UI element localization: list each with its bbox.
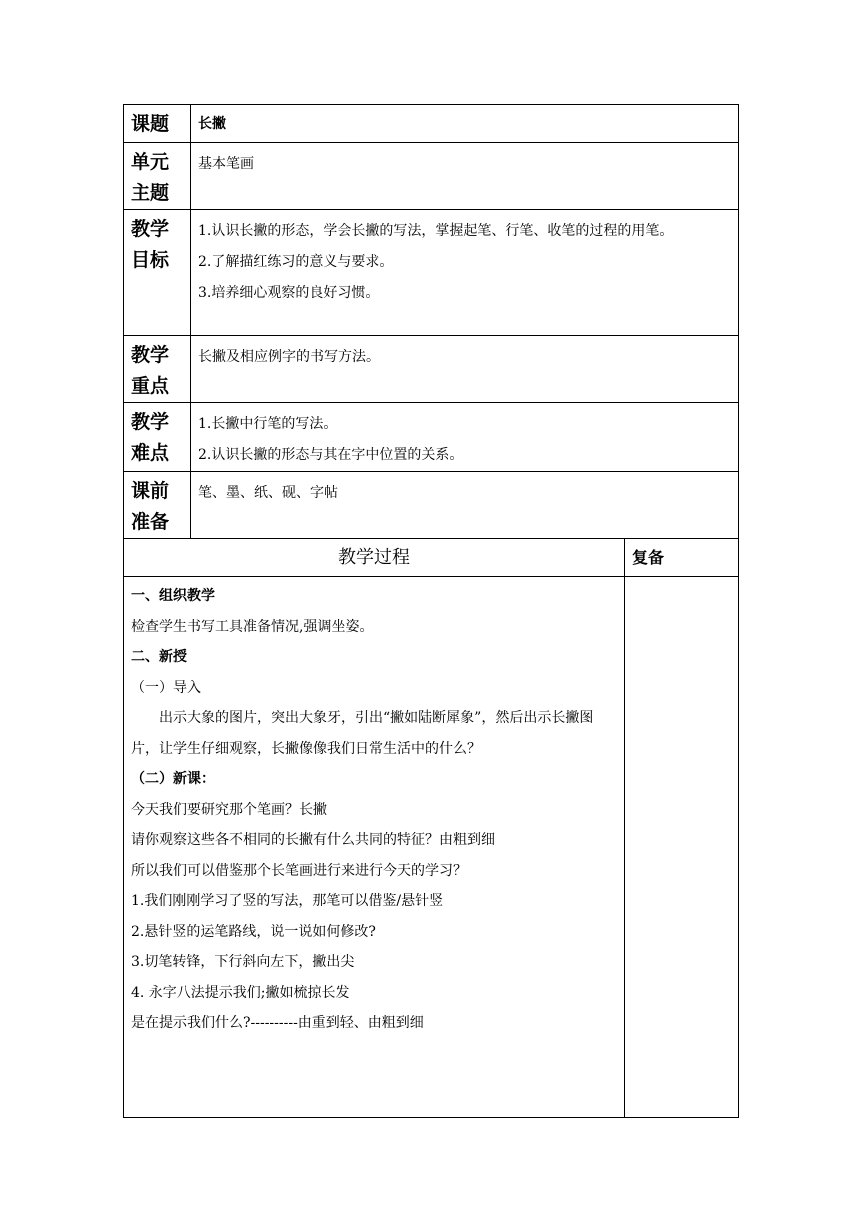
process-line: 检查学生书写工具准备情况,强调坐姿。	[131, 618, 374, 635]
process-line: 2.悬针竖的运笔路线，说一说如何修改?	[131, 923, 376, 940]
row-topic	[124, 105, 739, 143]
topic-label: 课题	[124, 105, 191, 143]
process-line: 3.切笔转锋，下行斜向左下，撇出尖	[131, 954, 355, 970]
process-paragraph: 出示大象的图片，突出大象牙，引出“撇如陆断犀象”，然后出示长撇图片，让学生仔细观察，长撇像像我们日常生活中的什么？	[131, 710, 594, 757]
difficulties-label: 教学 难点	[124, 403, 191, 472]
unit-value: 基本笔画	[191, 143, 739, 210]
section-heading: 一、组织教学	[131, 588, 215, 604]
lesson-plan-table	[123, 104, 739, 1118]
process-header: 教学过程	[124, 539, 625, 577]
process-content	[124, 577, 625, 1118]
topic-value: 长撇	[191, 105, 739, 143]
key-points-value: 长撇及相应例字的书写方法。	[191, 336, 739, 403]
row-process-header	[124, 539, 739, 577]
objective-item: 1.认识长撇的形态，学会长撇的写法，掌握起笔、行笔、收笔的过程的用笔。	[198, 223, 674, 239]
revision-header: 复备	[625, 539, 739, 577]
preparation-label: 课前 准备	[124, 472, 191, 539]
preparation-value: 笔、墨、纸、砚、字帖	[191, 472, 739, 539]
difficulties-list	[191, 403, 739, 472]
process-line: 是在提示我们什么?----------由重到轻、由粗到细	[131, 1015, 424, 1031]
row-preparation	[124, 472, 739, 539]
subsection-heading: （一）导入	[131, 679, 201, 696]
row-difficulties	[124, 403, 739, 472]
process-line: 1.我们刚刚学习了竖的写法，那笔可以借鉴/悬针竖	[131, 893, 444, 909]
revision-notes-cell	[625, 577, 739, 1118]
objectives-list	[191, 210, 739, 336]
row-objectives	[124, 210, 739, 336]
process-line: 请你观察这些各不相同的长撇有什么共同的特征？由粗到细	[131, 832, 495, 848]
process-line: 今天我们要研究那个笔画？长撇	[131, 801, 327, 818]
key-points-label: 教学 重点	[124, 336, 191, 403]
process-line: 4. 永字八法提示我们;撇如梳掠长发	[131, 984, 350, 1001]
section-heading: 二、新授	[131, 649, 187, 665]
process-line: 所以我们可以借鉴那个长笔画进行来进行今天的学习？	[131, 862, 467, 879]
objectives-label: 教学 目标	[124, 210, 191, 336]
row-unit	[124, 143, 739, 210]
objective-item: 3.培养细心观察的良好习惯。	[198, 285, 380, 301]
difficulty-item: 1.长撇中行笔的写法。	[198, 416, 338, 432]
unit-label: 单元 主题	[124, 143, 191, 210]
difficulty-item: 2.认识长撇的形态与其在字中位置的关系。	[198, 447, 464, 463]
subsection-heading: （二）新课：	[131, 771, 215, 787]
row-process-body	[124, 577, 739, 1118]
row-key-points	[124, 336, 739, 403]
objective-item: 2.了解描红练习的意义与要求。	[198, 254, 394, 270]
